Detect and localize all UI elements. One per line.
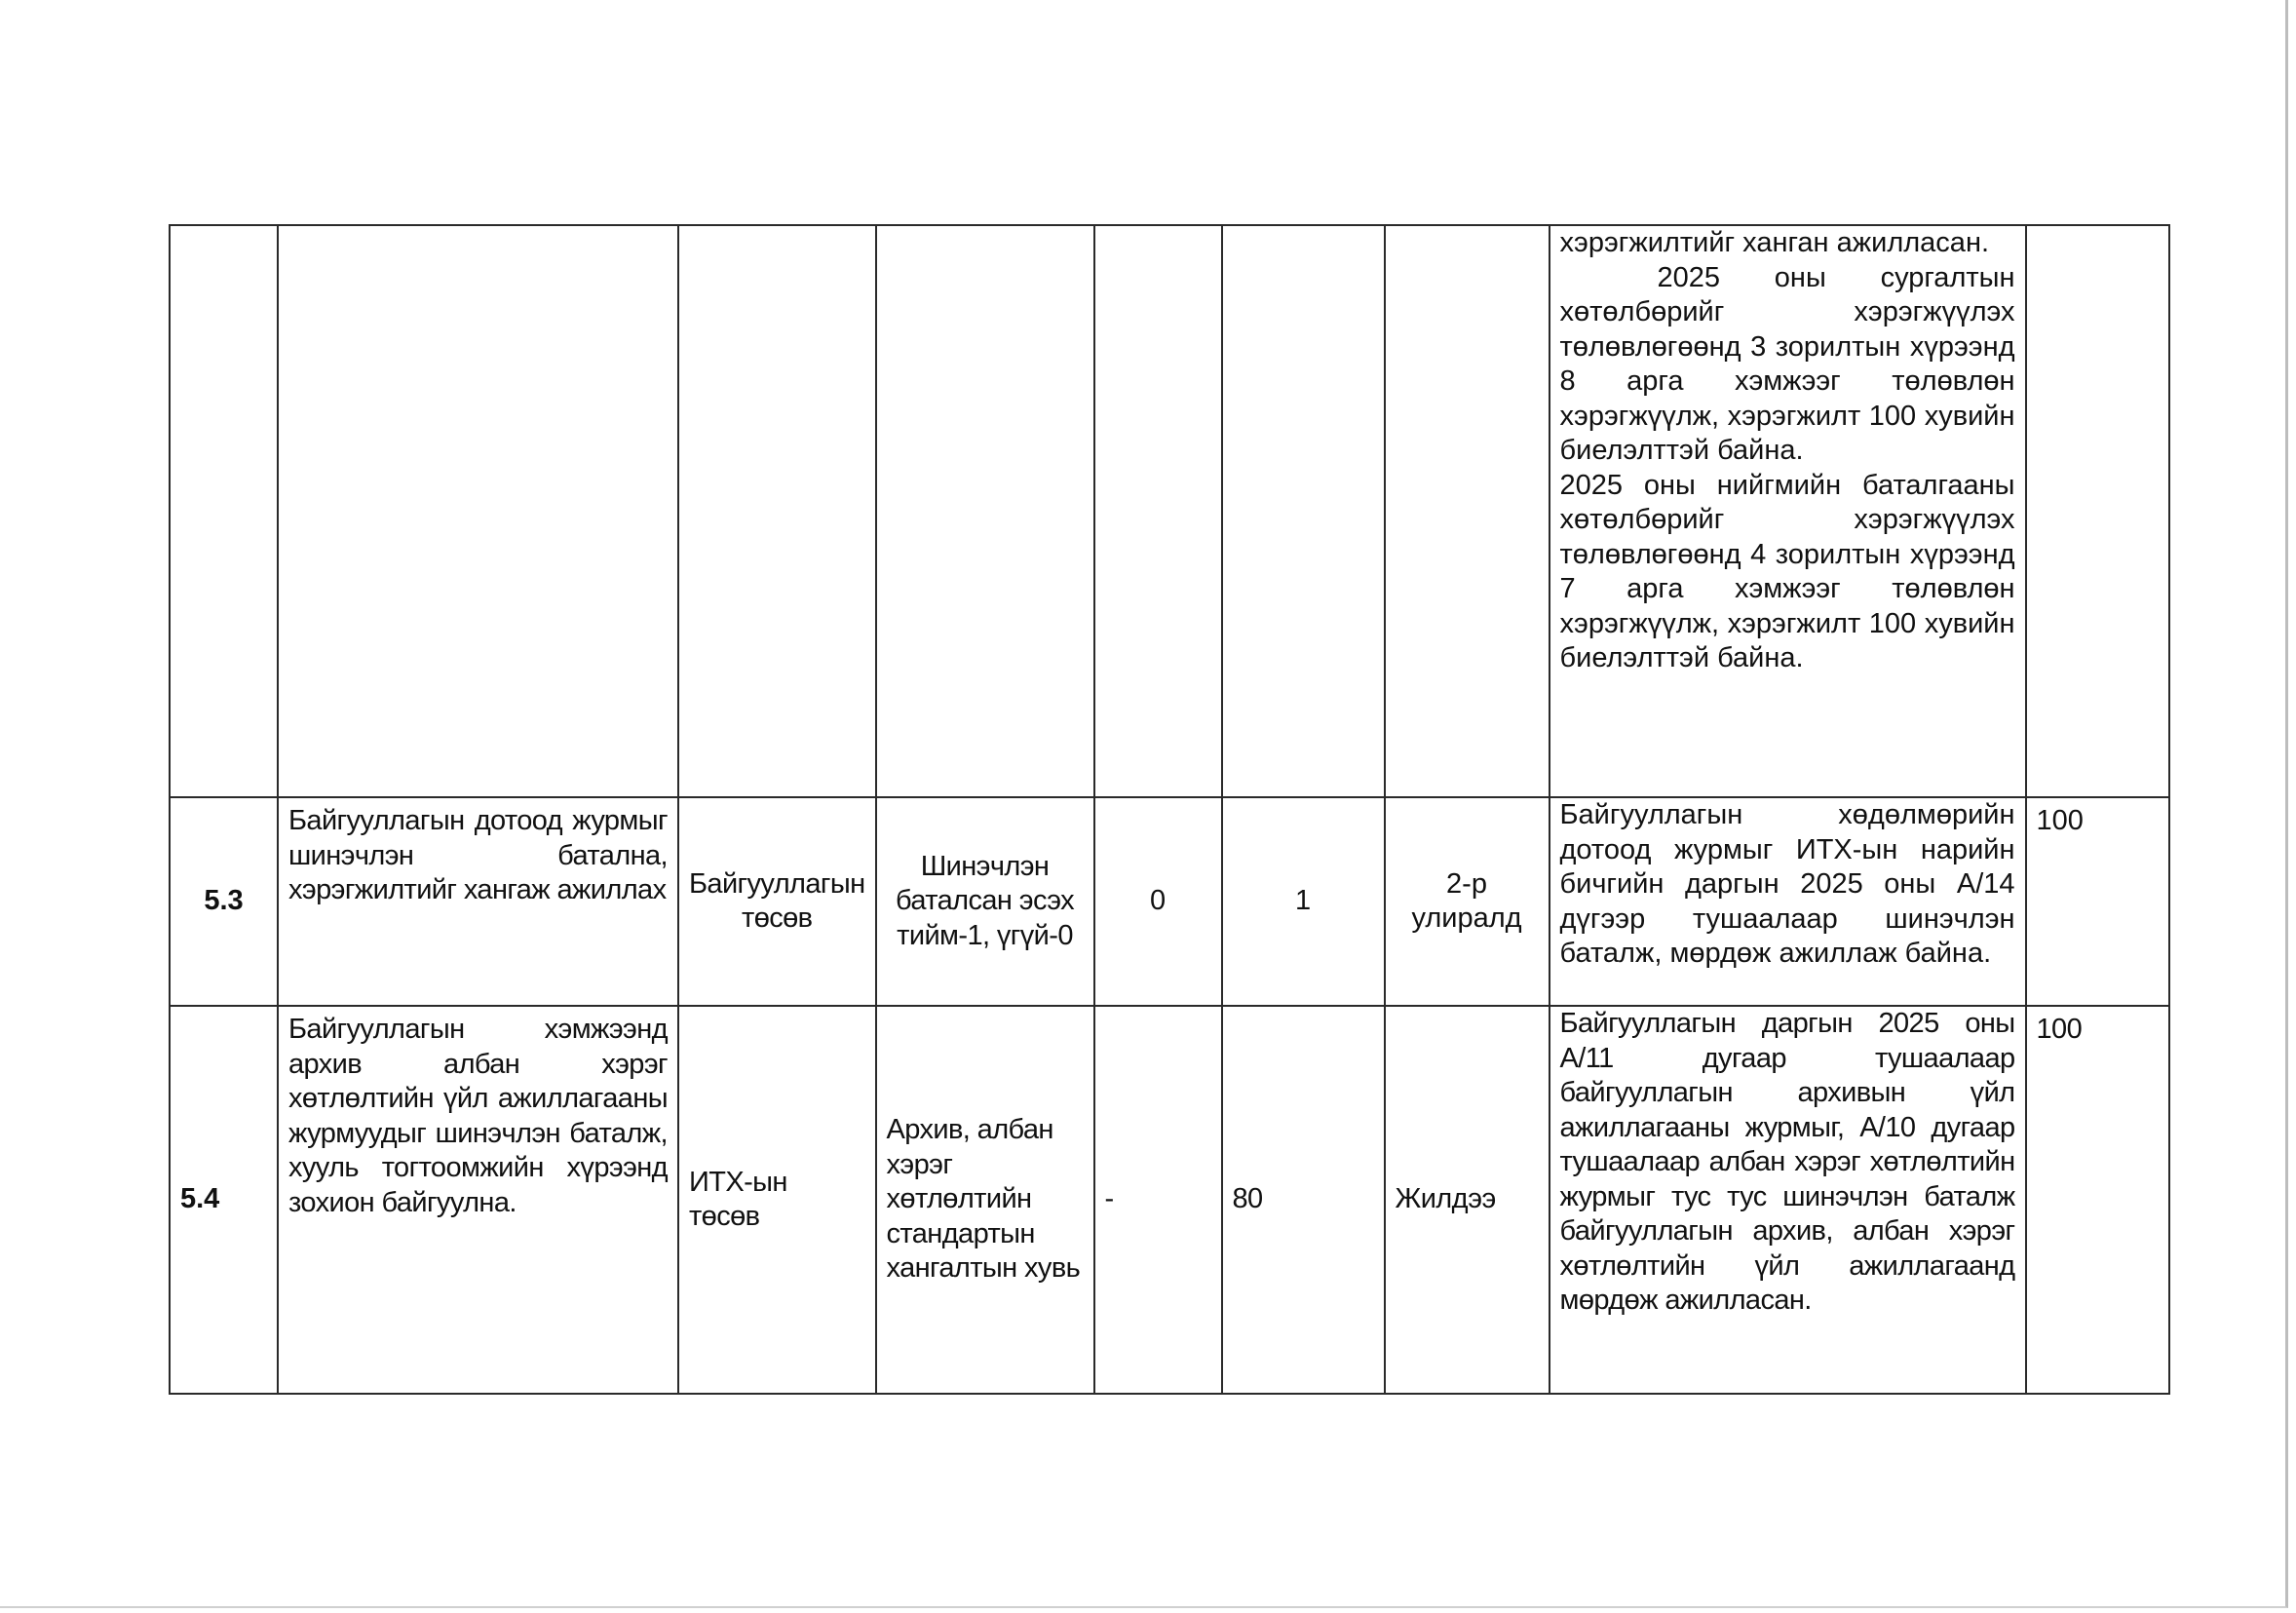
target-cell [1222,225,1385,797]
score-cell: 100 [2026,797,2169,1006]
indicator-cell: Архив, албан хэрэг хөтлөлтийн стандартын хангалтын хувь [876,1006,1094,1394]
progress-paragraph: Байгууллагын даргын 2025 оны А/11 дугаар тушаалаар байгууллагын архивын үйл ажиллагааны журмыг, А/10 дугаар тушаалаар албан хэрэг хөтлөлтийн журмыг тус тус шинэчлэн баталж байгууллагын архив, албан хэрэг хөтлөлтийн үйл ажиллагаанд мөрдөж ажилласан. [1559,1008,2015,1316]
activity-cell [278,225,678,797]
score-cell [2026,225,2169,797]
timeframe-cell [1385,225,1550,797]
progress-paragraph: 2025 оны нийгмийн баталгааны хөтөлбөрийг хэрэгжүүлэх төлөвлөгөөнд 4 зорилтын хүрээнд 7 арга хэмжээг төлөвлөн хэрэгжүүлж, хэрэгжилт 100 хувийн биелэлттэй байна. [1559,469,2015,673]
plan-table-container [169,224,2170,1395]
table-row [170,797,2169,1006]
indicator-cell: Шинэчлэн баталсан эсэх тийм-1, үгүй-0 [876,797,1094,1006]
activity-cell: Байгууллагын дотоод журмыг шинэчлэн батална, хэрэгжилтийг хангаж ажиллах [278,797,678,1006]
table-row [170,225,2169,797]
table-row [170,1006,2169,1394]
timeframe-cell: Жилдээ [1385,1006,1550,1394]
timeframe-cell: 2-р улиралд [1385,797,1550,1006]
baseline-cell: - [1094,1006,1222,1394]
plan-report-table [169,224,2170,1395]
score-cell: 100 [2026,1006,2169,1394]
indicator-cell [876,225,1094,797]
activity-cell: Байгууллагын хэмжээнд архив албан хэрэг хөтлөлтийн үйл ажиллагааны журмуудыг шинэчлэн баталж, хууль тогтоомжийн хүрээнд зохион байгуулна. [278,1006,678,1394]
progress-paragraph: Байгууллагын хөдөлмөрийн дотоод журмыг ИТХ-ын нарийн бичгийн даргын 2025 оны А/14 дүгээр тушаалаар шинэчлэн баталж, мөрдөж ажиллаж байна. [1559,799,2015,969]
row-number: 5.4 [170,1006,278,1394]
funding-source-cell [678,225,876,797]
baseline-cell: 0 [1094,797,1222,1006]
progress-cell [1550,1006,2026,1394]
target-cell: 1 [1222,797,1385,1006]
progress-paragraph: 2025 оны сургалтын хөтөлбөрийг хэрэгжүүлэх төлөвлөгөөнд 3 зорилтын хүрээнд 8 арга хэмжээг төлөвлөн хэрэгжүүлж, хэрэгжилт 100 хувийн биелэлттэй байна. [1559,261,2015,466]
progress-cell [1550,797,2026,1006]
progress-cell [1550,225,2026,797]
target-cell: 80 [1222,1006,1385,1394]
progress-paragraph: хэрэгжилтийг ханган ажилласан. [1559,227,1990,258]
row-number: 5.3 [170,797,278,1006]
baseline-cell [1094,225,1222,797]
funding-source-cell: Байгууллагын төсөв [678,797,876,1006]
funding-source-cell: ИТХ-ын төсөв [678,1006,876,1394]
row-number [170,225,278,797]
